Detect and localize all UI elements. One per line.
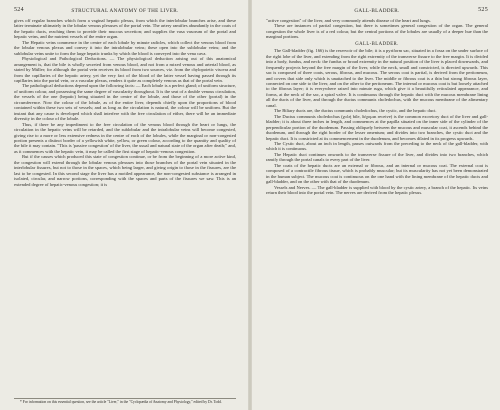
paragraph: The Hepatic veins commence in the centre of each lobule by minute radicles, which collect the venous blood from the lobular venous plexus and convey it into the intralobular veins; these open into the sublobular veins; and the sublobular veins unite to form the large hepatic trunks by which the blood is conveyed into the vena cava. xyxy=(14,39,236,56)
left-running-head xyxy=(14,7,236,16)
running-title: STRUCTURAL ANATOMY OF THE LIVER. xyxy=(71,7,179,14)
paragraph: These are instances of partial congestion, but there is sometimes general congestion of the organ. The general congestion the whole liver is of a red colour, but the central portions of the lobules are usually of a deeper hue than the marginal portions. xyxy=(266,23,488,40)
page-number: 525 xyxy=(478,7,488,13)
paragraph: The Ductus communis choledochus (χολή bile, δέχομαι receive) is the common excretory duct of the liver and gall-bladder; it is about three inches in length, and commences at the papilla situated on the inner side of the cylinder of the perpendicular portion of the duodenum. Passing obliquely between the mucous and muscular coat, it ascends behind the duodenum, and through the right border of the lesser omentum; and divides into two branches, the cystic duct and the hepatic duct. It is constricted at its commencement in the duodenum, and becomes dilated in its progress upwards. xyxy=(266,113,488,141)
paragraph: The pathological deductions depend upon the following facts: — Each lobule is a perfect gland; of uniform structure, of uniform colour, and possessing the same degree of vascularity throughout. It is the seat of a double venous circulation, the vessels of the one (hepatic) being situated in the centre of the lobule, and those of the other (portal) in the circumference. Now the colour of the lobule, as of the entire liver, depends chiefly upon the proportions of blood contained within these two sets of vessels; and as long as the circulation is natural, the colour will be uniform. But the instant that any cause is developed which shall interfere with the free circulation of either, there will be an immediate diversity in the colour of the lobule. xyxy=(14,83,236,122)
paragraph: The Gall-bladder (fig. 166) is the reservoir of the bile; it is a pyriform sac, situated in a fossa on the under surface of the right lobe of the liver, and extending from the right extremity of the transverse fissure to the free margin. It is divided into a body, fundus, and neck: the fundus or broad extremity in the natural position of the liver is placed downwards, and frequently projects beyond the free margin of the liver, while the neck, small and constricted, is directed upwards. This sac is composed of three coats, serous, fibrous, and mucous. The serous coat is partial, is derived from the peritoneum, and covers that side only which is unattached to the liver. The middle or fibrous coat is a thin but strong fibrous layer, connected on one side to the liver, and on the other to the peritoneum. The internal or mucous coat is but loosely attached to the fibrous layer; it is everywhere raised into minute ruga, which give it a beautifully reticulated appearance, and forms, at the neck of the sac, a spiral valve. It is continuous through the hepatic duct with the mucous membrane lining all the ducts of the liver, and through the ductus communis choledochus, with the mucous membrane of the alimentary canal. xyxy=(266,48,488,108)
running-title: GALL-BLADDER. xyxy=(354,7,400,14)
paragraph: "active congestion" of the liver, and very commonly attends disease of the heart and lungs. xyxy=(266,18,431,23)
footnote xyxy=(14,398,236,404)
page-number: 524 xyxy=(14,7,24,13)
paragraph: But if the causes which produced this state of congestion continue, or be from the beginning of a more active kind, the congestion will extend through the lobular venous plexuses into those branches of the portal vein situated in the interlobular fissures, but not to those in the spaces, which being larger, and giving origin to those in the fissures, are the last to be congested. In this second stage the liver has a mottled appearance, the non-congested substance is arranged in isolated, circular, and narrow portions, corresponding with the spaces and parts of the fissures we saw. This is an extended degree of hepatic-venous congestion; it is xyxy=(14,154,236,187)
paragraph: The coats of the hepatic ducts are an external or fibrous, and an internal or mucous coat. The external coat is composed of a contractile fibrous tissue, which is probably muscular; but its muscularity has not yet been demonstrated in the human subject. The mucous coat is continuous on the one hand with the lining membrane of the hepatic ducts and gall-bladder, and on the other with that of the duodenum. xyxy=(266,162,488,185)
paragraph: Physiological and Pathological Deductions. — The physiological deduction arising out of this anatomical arrangement is, that the bile is wholly secreted from venous blood, and not from a mixed venous and arterial blood, as stated by Müller; for although the portal vein receives its blood from two sources, viz. from the chylopoietic viscera and from the capillaries of the hepatic artery, yet the very fact of the blood of the latter vessel having passed through its capillaries into the portal vein, or a vascular plexus, renders it quite as completely venous as that of the portal vein. xyxy=(14,56,236,83)
right-page-body xyxy=(266,18,488,196)
paragraph: gives off regular branches which form a vaginal hepatic plexus, from which the interlobular branches arise, and these latter terminate ultimately in the lobular venous plexuses of the portal vein. The artery ramifies abundantly in the coats of the hepatic ducts, reaching them to provide their mucous secretion; and supplies the vasa vasorum of the portal and hepatic veins, and the nutrient vessels of the entire organ. xyxy=(14,18,236,40)
paragraph: The Biliary ducts are, the ductus communis choledochus, the cystic, and the hepatic duct. xyxy=(274,108,437,114)
section-heading: GALL-BLADDER. xyxy=(355,41,399,47)
left-page-body xyxy=(14,18,236,187)
paragraph: The Hepatic duct continues onwards to the transverse fissure of the liver, and divides into two branches, which ramify through the portal canals to every part of the liver. xyxy=(266,151,488,163)
right-page xyxy=(252,0,500,410)
right-running-head xyxy=(266,7,488,16)
paragraph: Thus, if there be any impediment to the free circulation of the venous blood through the heart or lungs, the circulation in the hepatic veins will be retarded, and the sublobular and the intralobular veins will become congested, giving rise to a more or less extensive redness in the centre of each of the lobules, while the marginal or non-congested portion presents a distinct border of a yellowish white, yellow, or green colour, according to the quantity and quality of the bile it may contain. "This is 'passive congestion' of the liver, the usual and natural state of the organ after death;" and, as it commences with the hepatic vein, it may be called the first stage of hepatic-venous congestion. xyxy=(14,121,236,154)
left-page xyxy=(0,0,248,410)
paragraph: The Cystic duct, about an inch in length, passes outwards from the preceding to the neck of the gall-bladder, with which it is continuous. xyxy=(266,140,488,152)
footnote-text: * For information on this essential question, see the article "Liver," in the "Cyclopædia of Anatomy and Physiology," edited by Dr. Todd. xyxy=(20,399,222,404)
paragraph: Vessels and Nerves. — The gall-bladder is supplied with blood by the cystic artery, a branch of the hepatic. Its veins return their blood into the portal vein. The nerves are derived from the hepatic plexus. xyxy=(266,184,488,196)
